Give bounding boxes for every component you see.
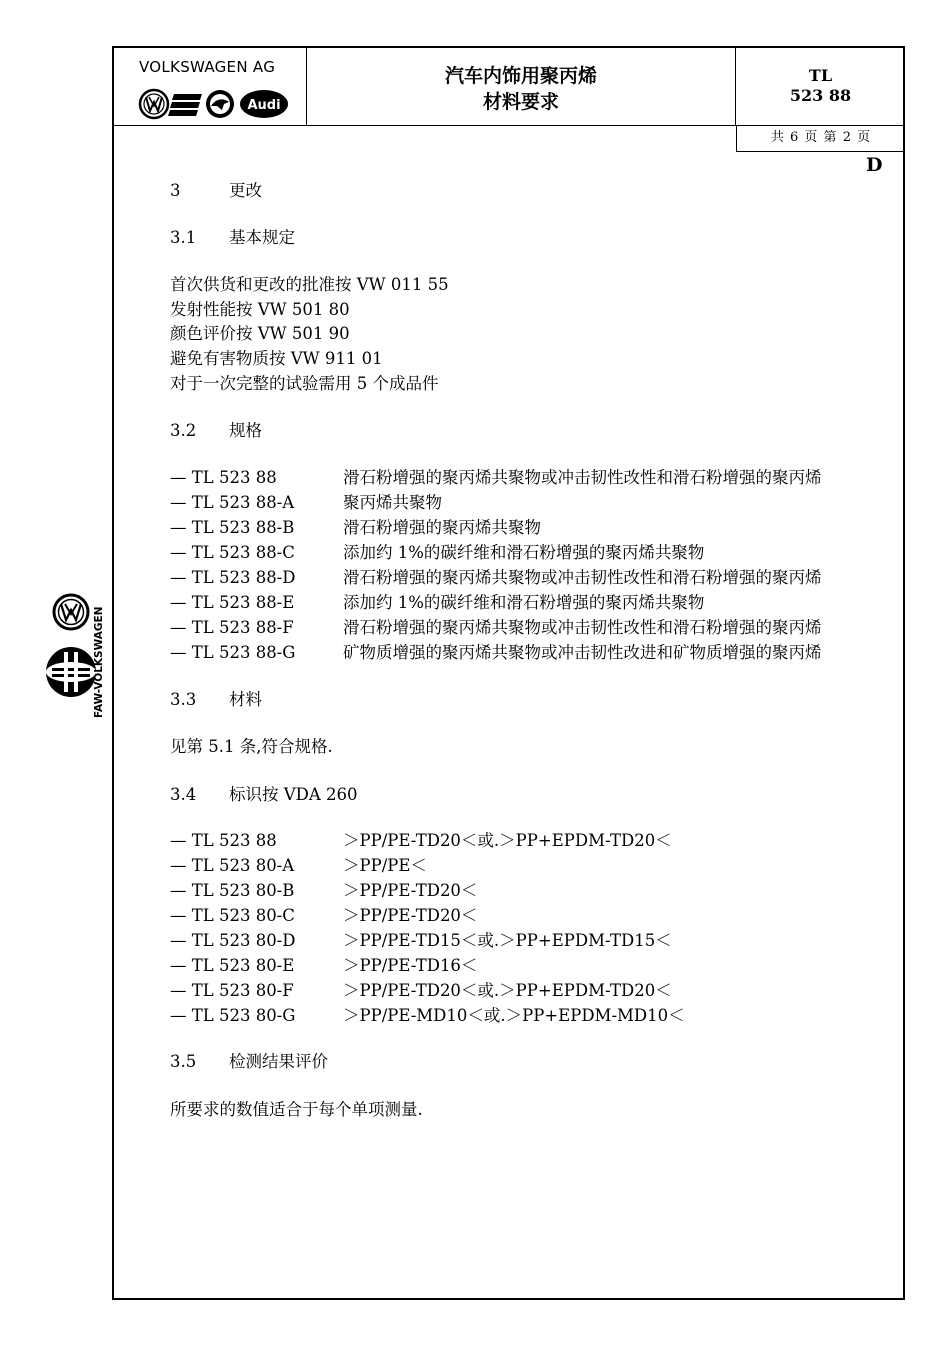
mark-desc: ＞PP/PE-TD15＜或.＞PP+EPDM-TD15＜	[343, 931, 672, 950]
mark-code: — TL 523 80-E	[170, 956, 295, 975]
spec-code: — TL 523 88-D	[170, 568, 296, 587]
spec-desc: 滑石粉增强的聚丙烯共聚物	[343, 518, 541, 537]
spec-code: — TL 523 88-C	[170, 543, 295, 562]
spec-code: — TL 523 88-G	[170, 643, 296, 662]
language-code: D	[866, 154, 883, 176]
evaluation-text: 所要求的数值适合于每个单项测量.	[170, 1100, 423, 1119]
page-info: 共 6 页 第 2 页	[736, 125, 905, 152]
spec-desc: 矿物质增强的聚丙烯共聚物或冲击韧性改进和矿物质增强的聚丙烯	[343, 643, 822, 662]
mark-code: — TL 523 80-D	[170, 931, 296, 950]
vw-icon	[140, 90, 168, 118]
skoda-icon	[206, 90, 234, 118]
basic-line: 避免有害物质按 VW 911 01	[170, 349, 383, 368]
section-3-5-number: 3.5	[170, 1052, 197, 1071]
header-standard-cell	[736, 48, 905, 125]
mark-desc: ＞PP/PE-MD10＜或.＞PP+EPDM-MD10＜	[343, 1006, 685, 1025]
section-3-1-number: 3.1	[170, 228, 197, 247]
spec-code: — TL 523 88-A	[170, 493, 295, 512]
brand-logos	[138, 88, 298, 120]
section-3-2-title: 规格	[229, 421, 262, 440]
section-3-4-title: 标识按 VDA 260	[229, 785, 358, 804]
mark-code: — TL 523 80-F	[170, 981, 294, 1000]
spec-desc: 聚丙烯共聚物	[343, 493, 442, 512]
section-3-title: 更改	[229, 181, 262, 200]
doc-title-line2: 材料要求	[482, 91, 559, 113]
side-logo-text: FAW-VOLKSWAGEN	[93, 606, 105, 718]
section-3-2-number: 3.2	[170, 421, 197, 440]
header-title-cell	[307, 48, 736, 125]
mark-code: — TL 523 80-A	[170, 856, 295, 875]
mark-desc: ＞PP/PE-TD20＜	[343, 881, 478, 900]
header-brand-cell	[114, 48, 307, 125]
mark-code: — TL 523 88	[170, 831, 277, 850]
spec-desc: 滑石粉增强的聚丙烯共聚物或冲击韧性改性和滑石粉增强的聚丙烯	[343, 468, 822, 487]
section-3-3-title: 材料	[229, 690, 262, 709]
spec-code: — TL 523 88-E	[170, 593, 295, 612]
section-3-3-number: 3.3	[170, 690, 197, 709]
basic-line: 对于一次完整的试验需用 5 个成品件	[170, 374, 439, 393]
standard-prefix: TL	[808, 66, 833, 85]
document-header	[114, 48, 903, 126]
spec-code: — TL 523 88-F	[170, 618, 294, 637]
brand-name: VOLKSWAGEN AG	[139, 58, 276, 76]
basic-line: 发射性能按 VW 501 80	[170, 300, 350, 319]
audi-icon	[240, 90, 288, 118]
spec-desc: 添加约 1%的碳纤维和滑石粉增强的聚丙烯共聚物	[343, 593, 705, 612]
basic-line: 颜色评价按 VW 501 90	[170, 324, 350, 343]
mark-code: — TL 523 80-B	[170, 881, 295, 900]
spec-code: — TL 523 88-B	[170, 518, 295, 537]
section-3-4-number: 3.4	[170, 785, 197, 804]
mark-desc: ＞PP/PE-TD16＜	[343, 956, 478, 975]
mark-desc: ＞PP/PE-TD20＜或.＞PP+EPDM-TD20＜	[343, 831, 672, 850]
mark-desc: ＞PP/PE＜	[343, 856, 427, 875]
spec-desc: 滑石粉增强的聚丙烯共聚物或冲击韧性改性和滑石粉增强的聚丙烯	[343, 568, 822, 587]
material-text: 见第 5.1 条,符合规格.	[170, 737, 333, 756]
basic-line: 首次供货和更改的批准按 VW 011 55	[170, 275, 449, 294]
mark-desc: ＞PP/PE-TD20＜或.＞PP+EPDM-TD20＜	[343, 981, 672, 1000]
section-3-number: 3	[170, 181, 181, 200]
section-3-1-title: 基本规定	[229, 228, 295, 247]
spec-desc: 添加约 1%的碳纤维和滑石粉增强的聚丙烯共聚物	[343, 543, 705, 562]
mark-code: — TL 523 80-G	[170, 1006, 296, 1025]
mark-desc: ＞PP/PE-TD20＜	[343, 906, 478, 925]
spec-desc: 滑石粉增强的聚丙烯共聚物或冲击韧性改性和滑石粉增强的聚丙烯	[343, 618, 822, 637]
standard-number: 523 88	[789, 86, 852, 105]
mark-code: — TL 523 80-C	[170, 906, 295, 925]
section-3-5-title: 检测结果评价	[229, 1052, 328, 1071]
svg-text:Audi: Audi	[247, 98, 281, 113]
seat-icon	[168, 94, 202, 116]
spec-code: — TL 523 88	[170, 468, 277, 487]
doc-title-line1: 汽车内饰用聚丙烯	[444, 65, 597, 87]
